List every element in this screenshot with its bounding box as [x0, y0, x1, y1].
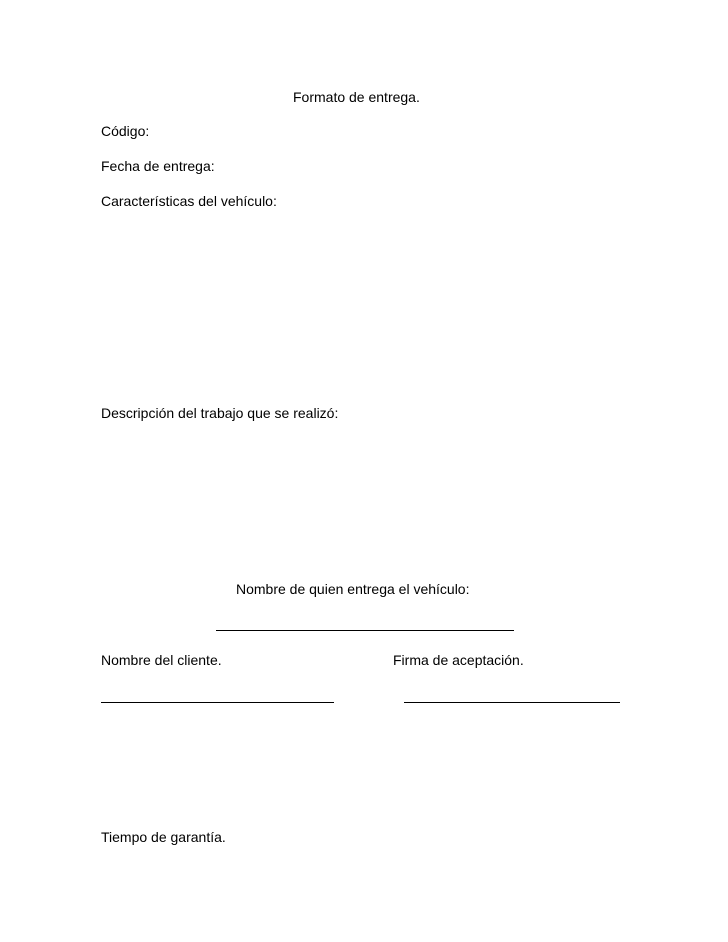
- vehicle-features-label: Características del vehículo:: [101, 193, 277, 209]
- deliverer-signature-line: [216, 630, 514, 631]
- client-name-line: [101, 702, 334, 703]
- code-label: Código:: [101, 123, 150, 139]
- warranty-label: Tiempo de garantía.: [101, 829, 226, 845]
- document-title: Formato de entrega.: [293, 89, 420, 105]
- acceptance-signature-label: Firma de aceptación.: [393, 652, 524, 668]
- client-name-label: Nombre del cliente.: [101, 652, 222, 668]
- acceptance-signature-line: [404, 702, 620, 703]
- delivery-date-label: Fecha de entrega:: [101, 158, 215, 174]
- deliverer-name-label: Nombre de quien entrega el vehículo:: [236, 581, 470, 597]
- work-description-label: Descripción del trabajo que se realizó:: [101, 405, 339, 421]
